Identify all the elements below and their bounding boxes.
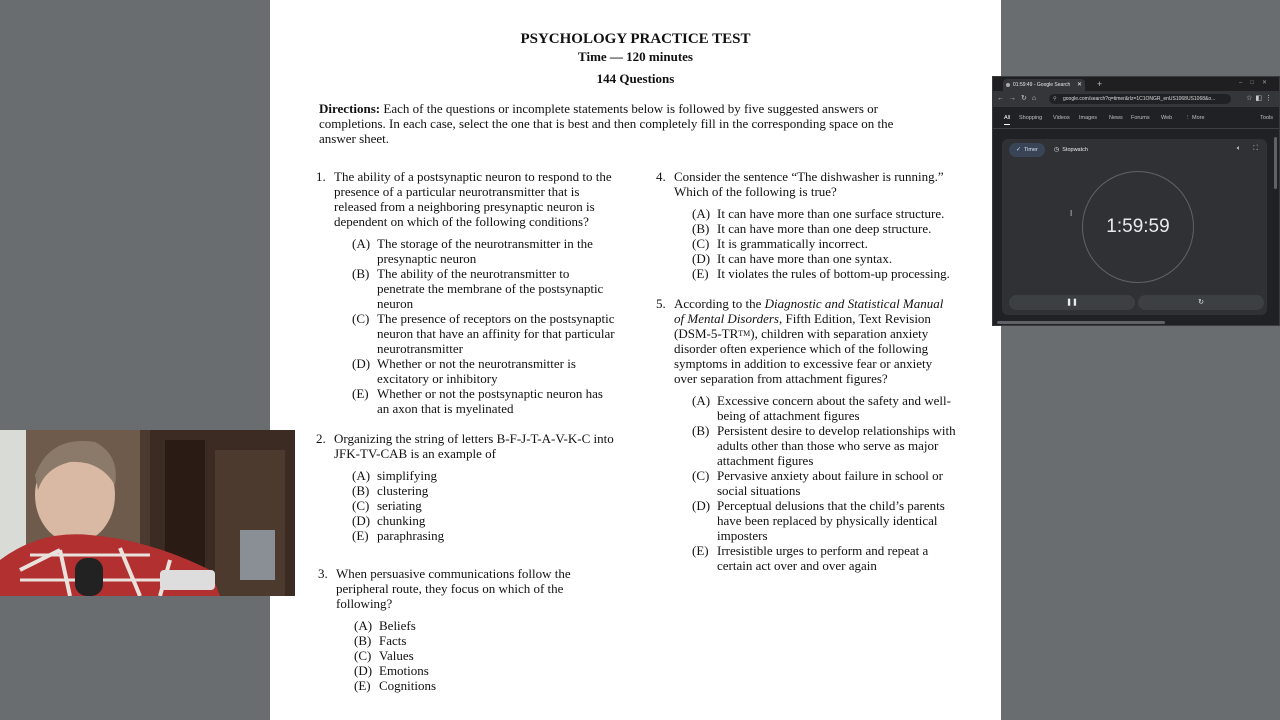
- option-letter: (E): [352, 386, 369, 401]
- question-stem: The ability of a postsynaptic neuron to respond to the presence of a particular neurotransmitter that is released from a neighboring presynaptic neuron is dependent on which of the following conditions?: [334, 169, 612, 229]
- option-text: The ability of the neurotransmitter to penetrate the membrane of the postsynaptic neuron: [377, 266, 604, 311]
- answer-options: [336, 618, 616, 693]
- browser-window: [992, 76, 1280, 326]
- option-letter: (D): [692, 498, 711, 513]
- question-number: 3.: [318, 566, 328, 581]
- test-time: Time — 120 minutes: [578, 49, 693, 64]
- check-icon: ✓: [1016, 147, 1022, 153]
- answer-options: [334, 236, 616, 416]
- stopwatch-mode-button[interactable]: [1054, 143, 1088, 157]
- reset-icon: ↻: [1198, 299, 1204, 306]
- text-cursor-icon: I: [1070, 209, 1073, 218]
- browser-tab[interactable]: [1003, 79, 1085, 91]
- option-e: [354, 678, 616, 693]
- stem-italic-title: Diagnostic and Statistical Manual of Mental Disorders,: [674, 296, 944, 326]
- option-c: [692, 468, 956, 498]
- option-letter: (B): [692, 423, 710, 438]
- option-b: [354, 633, 616, 648]
- search-tab-shopping[interactable]: Shopping: [1019, 115, 1043, 121]
- option-text: Excessive concern about the safety and well-being of attachment figures: [717, 393, 951, 423]
- directions: [319, 101, 924, 146]
- question-3: [318, 566, 616, 693]
- option-letter: (D): [352, 513, 371, 528]
- option-text: Emotions: [379, 663, 429, 678]
- right-column: [656, 169, 956, 573]
- nav-buttons: [997, 94, 1041, 102]
- stem-text: Fifth Edition, Text Revision (DSM-5-TR: [674, 311, 931, 341]
- option-c: [352, 311, 616, 356]
- question-stem: When persuasive communications follow the peripheral route, they focus on which of the following?: [336, 566, 571, 611]
- question-stem: [674, 296, 956, 386]
- back-icon[interactable]: ←: [997, 95, 1009, 102]
- option-text: paraphrasing: [377, 528, 445, 543]
- option-letter: (A): [352, 236, 371, 251]
- answer-options: [674, 393, 956, 573]
- search-tab-images[interactable]: Images: [1079, 115, 1098, 121]
- address-bar[interactable]: [1049, 94, 1231, 104]
- question-number: 4.: [656, 169, 666, 184]
- option-letter: (E): [692, 543, 709, 558]
- question-number: 1.: [316, 169, 326, 184]
- document-page: [270, 0, 1001, 720]
- option-a: [692, 206, 956, 221]
- question-1: [316, 169, 616, 416]
- option-text: The storage of the neurotransmitter in the presynaptic neuron: [377, 236, 593, 266]
- option-e: [692, 266, 956, 281]
- option-text: Beliefs: [379, 618, 416, 633]
- option-d: [354, 663, 616, 678]
- scrollbar-thumb[interactable]: [1274, 137, 1277, 189]
- webcam-overlay: [0, 430, 295, 596]
- stopwatch-mode-label: Stopwatch: [1062, 147, 1088, 153]
- option-d: [352, 513, 616, 528]
- option-text: chunking: [377, 513, 426, 528]
- option-b: [692, 221, 956, 236]
- horizontal-scrollbar[interactable]: [997, 321, 1165, 324]
- option-letter: (B): [352, 266, 370, 281]
- directions-text: Each of the questions or incomplete statements below is followed by five suggested answers or completions. In each case, select the one that is best and then completely fill in the corresponding space on the answer sheet.: [319, 101, 894, 146]
- reload-icon[interactable]: ↻: [1021, 95, 1032, 102]
- option-a: [352, 468, 616, 483]
- reset-button[interactable]: [1138, 295, 1264, 310]
- option-b: [692, 423, 956, 468]
- option-letter: (C): [692, 236, 710, 251]
- option-c: [354, 648, 616, 663]
- option-letter: (D): [354, 663, 373, 678]
- option-letter: (A): [692, 393, 711, 408]
- tools-button[interactable]: Tools: [1260, 115, 1273, 121]
- option-letter: (B): [354, 633, 372, 648]
- option-a: [692, 393, 956, 423]
- option-text: It can have more than one surface structure.: [717, 206, 945, 221]
- option-text: simplifying: [377, 468, 437, 483]
- search-tab-videos[interactable]: Videos: [1053, 115, 1070, 121]
- option-text: It can have more than one deep structure.: [717, 221, 932, 236]
- option-text: clustering: [377, 483, 429, 498]
- question-stem: Consider the sentence “The dishwasher is running.” Which of the following is true?: [674, 169, 944, 199]
- option-a: [354, 618, 616, 633]
- clock-icon: ◷: [1054, 147, 1060, 153]
- option-text: It is grammatically incorrect.: [717, 236, 868, 251]
- question-number: 5.: [656, 296, 666, 311]
- option-text: Facts: [379, 633, 407, 648]
- trademark-superscript: TM: [738, 329, 751, 338]
- question-number: 2.: [316, 431, 326, 446]
- option-letter: (A): [354, 618, 373, 633]
- test-title: PSYCHOLOGY PRACTICE TEST: [520, 31, 751, 47]
- url-text: google.com/search?q=timer&rlz=1C1ONGR_enUS1068US1068&o...: [1063, 96, 1216, 102]
- option-letter: (E): [692, 266, 709, 281]
- question-4: [656, 169, 956, 281]
- search-tab-news[interactable]: News: [1109, 115, 1123, 121]
- option-text: Whether or not the postsynaptic neuron has an axon that is myelinated: [377, 386, 603, 416]
- option-c: [352, 498, 616, 513]
- option-text: Persistent desire to develop relationships with adults other than those who serve as major attachment figures: [717, 423, 956, 468]
- option-e: [352, 528, 616, 543]
- fullscreen-icon[interactable]: ⛶: [1253, 145, 1258, 152]
- webcam-feed: [0, 430, 295, 596]
- tab-title: 01:59:49 - Google Search: [1013, 82, 1071, 88]
- option-text: It can have more than one syntax.: [717, 251, 893, 266]
- option-b: [352, 266, 616, 311]
- test-header: [270, 30, 1001, 88]
- stem-text: ), children with separation anxiety disorder often experience which of the following symptoms in addition to excessive fear or anxiety over separation from attachment figures?: [674, 326, 933, 386]
- site-info-icon[interactable]: ⚲: [1053, 96, 1057, 102]
- question-stem: Organizing the string of letters B-F-J-T-A-V-K-C into JFK-TV-CAB is an example of: [334, 431, 614, 461]
- extensions-icon[interactable]: ◧: [1255, 95, 1265, 102]
- vertical-scrollbar[interactable]: [1274, 131, 1278, 281]
- window-controls: [1239, 79, 1275, 86]
- option-letter: (A): [352, 468, 371, 483]
- question-2: [316, 431, 616, 543]
- option-letter: (C): [354, 648, 372, 663]
- option-text: The presence of receptors on the postsynaptic neuron that have an affinity for that particular neurotransmitter: [377, 311, 615, 356]
- option-letter: (E): [352, 528, 369, 543]
- option-letter: (C): [352, 311, 370, 326]
- timer-mode-button[interactable]: [1009, 143, 1045, 157]
- maximize-icon[interactable]: □: [1250, 80, 1262, 86]
- search-tabs: [993, 107, 1279, 129]
- search-tab-forums[interactable]: Forums: [1131, 115, 1150, 121]
- forward-icon[interactable]: →: [1009, 95, 1021, 102]
- toolbar-icons: [1246, 94, 1275, 102]
- home-icon[interactable]: ⌂: [1031, 95, 1042, 102]
- minimize-icon[interactable]: –: [1239, 80, 1251, 86]
- answer-options: [674, 206, 956, 281]
- option-letter: (D): [692, 251, 711, 266]
- volume-icon[interactable]: 🔈︎: [1236, 145, 1241, 152]
- option-letter: (C): [692, 468, 710, 483]
- option-letter: (B): [692, 221, 710, 236]
- google-favicon-icon: [1006, 83, 1010, 87]
- option-e: [352, 386, 616, 416]
- option-letter: (E): [354, 678, 371, 693]
- pause-icon: ❚❚: [1066, 299, 1078, 306]
- address-bar-row: [993, 91, 1279, 107]
- search-tab-web[interactable]: Web: [1161, 115, 1173, 121]
- option-d: [692, 498, 956, 543]
- option-b: [352, 483, 616, 498]
- bookmark-star-icon[interactable]: ☆: [1246, 95, 1256, 102]
- tab-bar: [993, 77, 1279, 91]
- option-d: [692, 251, 956, 266]
- timer-display[interactable]: 1:59:59: [1106, 216, 1170, 237]
- close-window-icon[interactable]: ✕: [1261, 80, 1275, 86]
- new-tab-icon[interactable]: +: [1097, 79, 1103, 89]
- option-text: Pervasive anxiety about failure in school or social situations: [717, 468, 943, 498]
- pause-button[interactable]: [1009, 295, 1135, 310]
- directions-label: Directions:: [319, 101, 381, 116]
- stem-text: According to the: [674, 296, 765, 311]
- timer-mode-label: Timer: [1024, 147, 1038, 153]
- option-letter: (C): [352, 498, 370, 513]
- close-tab-icon[interactable]: ✕: [1076, 82, 1082, 88]
- answer-options: [334, 468, 616, 543]
- search-tab-more[interactable]: ⋮ More: [1185, 115, 1205, 121]
- option-a: [352, 236, 616, 266]
- option-text: seriating: [377, 498, 422, 513]
- option-letter: (B): [352, 483, 370, 498]
- option-letter: (A): [692, 206, 711, 221]
- option-d: [352, 356, 616, 386]
- more-label: More: [1192, 115, 1205, 121]
- left-column: [316, 169, 616, 693]
- option-c: [692, 236, 956, 251]
- option-text: Perceptual delusions that the child’s parents have been replaced by physically identical imposters: [717, 498, 945, 543]
- menu-icon[interactable]: ⋮: [1265, 95, 1275, 102]
- test-question-count: 144 Questions: [596, 71, 675, 86]
- option-text: Values: [379, 648, 414, 663]
- option-letter: (D): [352, 356, 371, 371]
- search-tab-all[interactable]: All: [1004, 115, 1010, 125]
- option-text: Irresistible urges to perform and repeat a certain act over and over again: [717, 543, 929, 573]
- option-text: Whether or not the neurotransmitter is excitatory or inhibitory: [377, 356, 576, 386]
- option-e: [692, 543, 956, 573]
- question-5: [656, 296, 956, 573]
- option-text: Cognitions: [379, 678, 437, 693]
- timer-widget: [1002, 139, 1267, 315]
- option-text: It violates the rules of bottom-up processing.: [717, 266, 950, 281]
